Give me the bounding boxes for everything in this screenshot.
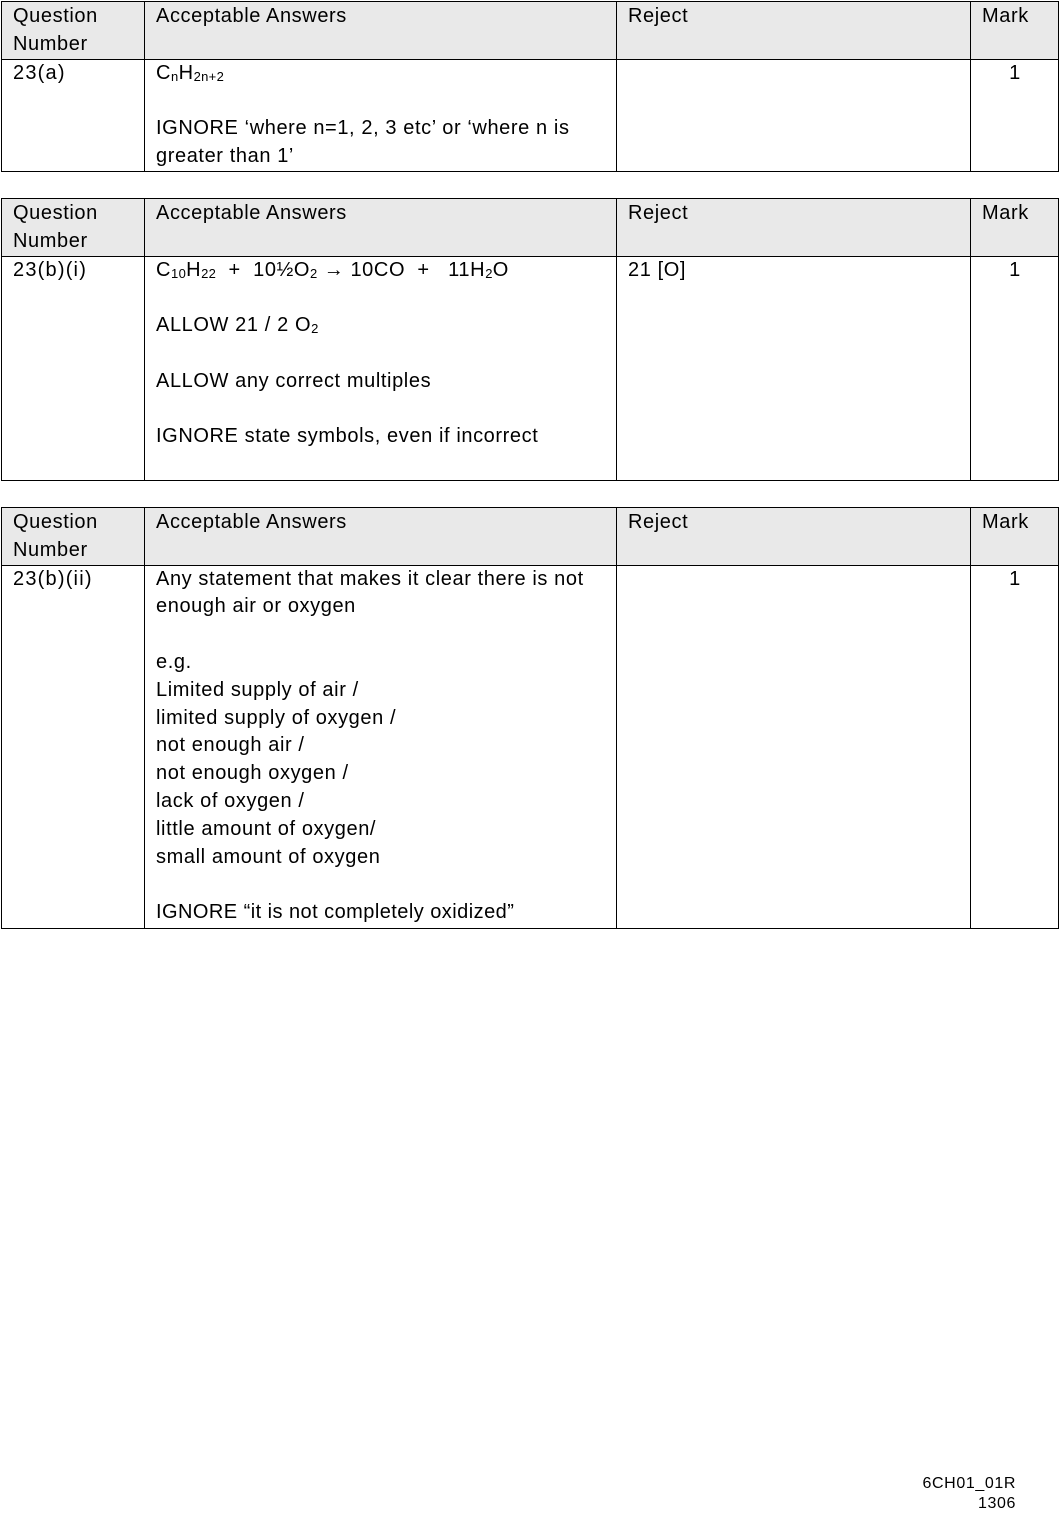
mark-value: 1 (971, 59, 1059, 171)
header-question-number: Question Number (2, 2, 145, 60)
session-code: 1306 (978, 1495, 1016, 1512)
example-item: not enough oxygen / (156, 762, 349, 785)
header-question-number: Question Number (2, 508, 145, 566)
example-item: lack of oxygen / (156, 789, 305, 812)
reject-cell (617, 59, 971, 171)
table-row (2, 565, 1059, 928)
example-item: little amount of oxygen/ (156, 817, 377, 840)
example-item: limited supply of oxygen / (156, 706, 397, 729)
answer-ignore: IGNORE state symbols, even if incorrect (156, 425, 539, 448)
header-mark: Mark (971, 508, 1059, 566)
answer-intro: Any statement that makes it clear there is not enough air or oxygen (156, 567, 584, 618)
header-acceptable-answers: Acceptable Answers (145, 199, 617, 257)
mark-scheme-table-23bi (1, 198, 1059, 481)
table-header-row (2, 2, 1059, 60)
answer-ignore: IGNORE “it is not completely oxidized” (156, 901, 515, 924)
table-header-row (2, 508, 1059, 566)
answer-allow-fraction: ALLOW 21 / 2 $O_2$ (156, 314, 319, 337)
mark-value: 1 (971, 256, 1059, 480)
acceptable-answers (145, 256, 617, 480)
answer-allow-multiples: ALLOW any correct multiples (156, 369, 432, 392)
header-reject: Reject (617, 199, 971, 257)
acceptable-answers (145, 565, 617, 928)
header-acceptable-answers: Acceptable Answers (145, 2, 617, 60)
question-number: 23(b)(i) (2, 256, 145, 480)
header-reject: Reject (617, 2, 971, 60)
header-acceptable-answers: Acceptable Answers (145, 508, 617, 566)
paper-code: 6CH01_01R (922, 1475, 1016, 1492)
table-row (2, 256, 1059, 480)
acceptable-answers (145, 59, 617, 171)
example-item: small amount of oxygen (156, 845, 381, 868)
mark-value: 1 (971, 565, 1059, 928)
mark-scheme-table-23bii (1, 507, 1059, 929)
mark-scheme-table-23a (1, 1, 1059, 172)
reject-cell: 21 [O] (617, 256, 971, 480)
header-reject: Reject (617, 508, 971, 566)
table-row (2, 59, 1059, 171)
header-mark: Mark (971, 2, 1059, 60)
example-item: Limited supply of air / (156, 678, 359, 701)
table-header-row (2, 199, 1059, 257)
answer-eg: e.g. (156, 650, 192, 673)
answer-equation: $C_{10}H_{22}$ + $10\frac{1}{2}O_2 \to 10CO + 11H_2O$ (156, 258, 509, 281)
example-item: not enough air / (156, 734, 305, 757)
answer-ignore: IGNORE ‘where n=1, 2, 3 etc’ or ‘where n is greater than 1’ (156, 117, 570, 167)
question-number: 23(b)(ii) (2, 565, 145, 928)
header-question-number: Question Number (2, 199, 145, 257)
answer-formula: $C_nH_{2n+2}$ (156, 61, 225, 84)
question-number: 23(a) (2, 59, 145, 171)
header-mark: Mark (971, 199, 1059, 257)
reject-cell (617, 565, 971, 928)
page-footer (923, 1474, 1016, 1514)
